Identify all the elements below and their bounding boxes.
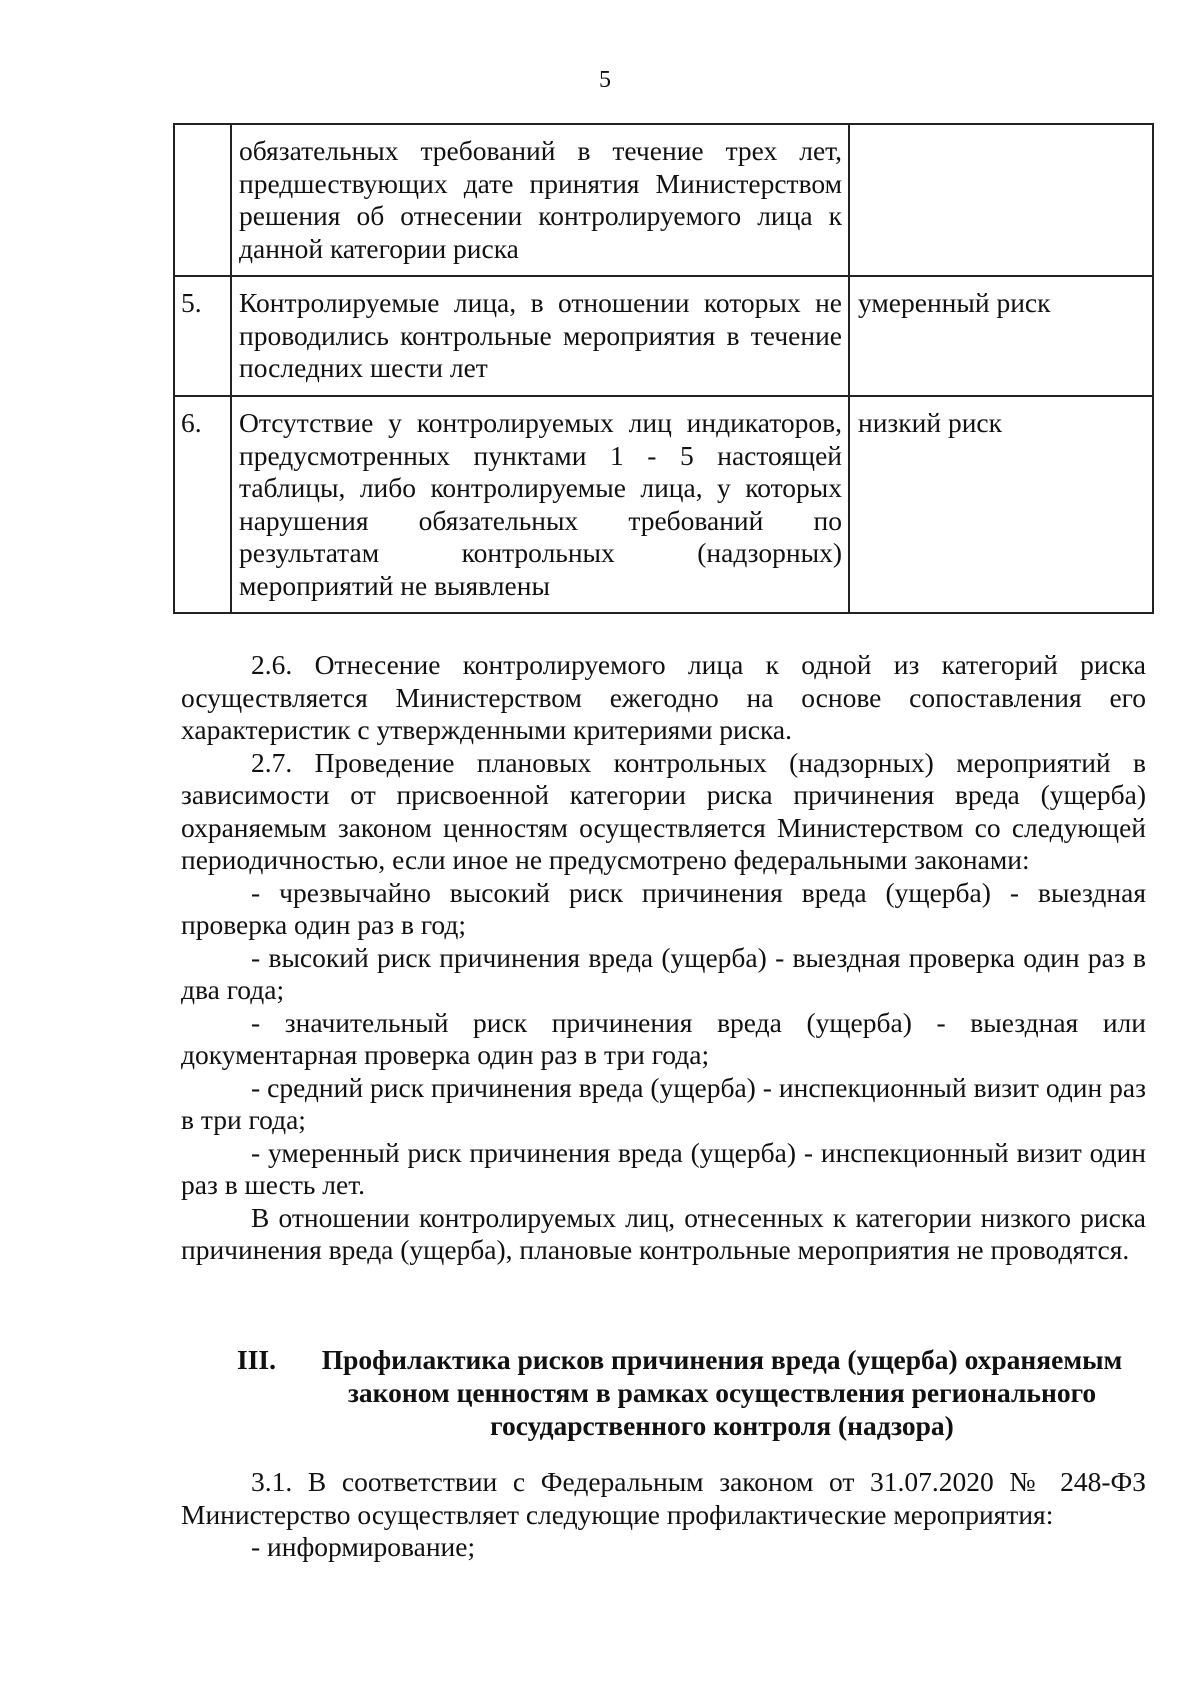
paragraph-2-7: 2.7. Проведение плановых контрольных (надзорных) мероприятий в зависимости от присвоенной категории риска причинения вреда (ущерба) охраняемым законом ценностям осуществляется Министерством со следующей периодичностью, если иное не предусмотрено федеральными законами: [181,746,1146,875]
list-item: - умеренный риск причинения вреда (ущерба) - инспекционный визит один раз в шесть лет. [181,1136,1146,1200]
list-item: - информирование; [251,1531,476,1562]
table-row [174,276,1153,396]
table-cell-risk-category [849,124,1153,276]
table-cell-indicator: обязательных требований в течение трех лет, предшествующих дате принятия Министерством решения об отнесении контролируемого лица к данной категории риска [231,124,849,276]
body-text [181,649,1146,1267]
risk-category-table [173,123,1154,614]
table-cell-risk-category: умеренный риск [849,276,1153,396]
list-item: - высокий риск причинения вреда (ущерба) - выездная проверка один раз в два года; [181,941,1146,1005]
paragraph-2-6: 2.6. Отнесение контролируемого лица к одной из категорий риска осуществляется Министерством ежегодно на основе сопоставления его характеристик с утвержденными критериями риска. [181,649,1146,745]
table-cell-number: 5. [174,276,231,396]
list-item: - значительный риск причинения вреда (ущерба) - выездная или документарная проверка один раз в три года; [181,1006,1146,1070]
section-heading [237,1343,1137,1442]
body-text-section-3 [181,1466,1146,1564]
paragraph-low-risk: В отношении контролируемых лиц, отнесенных к категории низкого риска причинения вреда (ущерба), плановые контрольные мероприятия не проводятся. [181,1201,1146,1265]
list-item: - средний риск причинения вреда (ущерба) - инспекционный визит один раз в три года; [181,1071,1146,1135]
table-cell-risk-category: низкий риск [849,396,1153,613]
table-cell-number: 6. [174,396,231,613]
table-cell-indicator: Отсутствие у контролируемых лиц индикаторов, предусмотренных пунктами 1 - 5 настоящей таблицы, либо контролируемые лица, у которых нарушения обязательных требований по результатам контрольных (надзорных) мероприятий не выявлены [231,396,849,613]
paragraph-3-1: 3.1. В соответствии с Федеральным законом от 31.07.2020 № 248-ФЗ Министерство осуществляет следующие профилактические мероприятия: [181,1466,1146,1530]
page-number: 5 [599,67,611,93]
table-row [174,396,1153,613]
section-number: III. [237,1344,276,1375]
section-title: Профилактика рисков причинения вреда (ущерба) охраняемым законом ценностям в рамках осуществления регионального государственного контроля (надзора) [321,1344,1123,1441]
table-row [174,124,1153,276]
list-item: - чрезвычайно высокий риск причинения вреда (ущерба) - выездная проверка один раз в год; [181,876,1146,940]
table-cell-number [174,124,231,276]
table-cell-indicator: Контролируемые лица, в отношении которых не проводились контрольные мероприятия в течение последних шести лет [231,276,849,396]
